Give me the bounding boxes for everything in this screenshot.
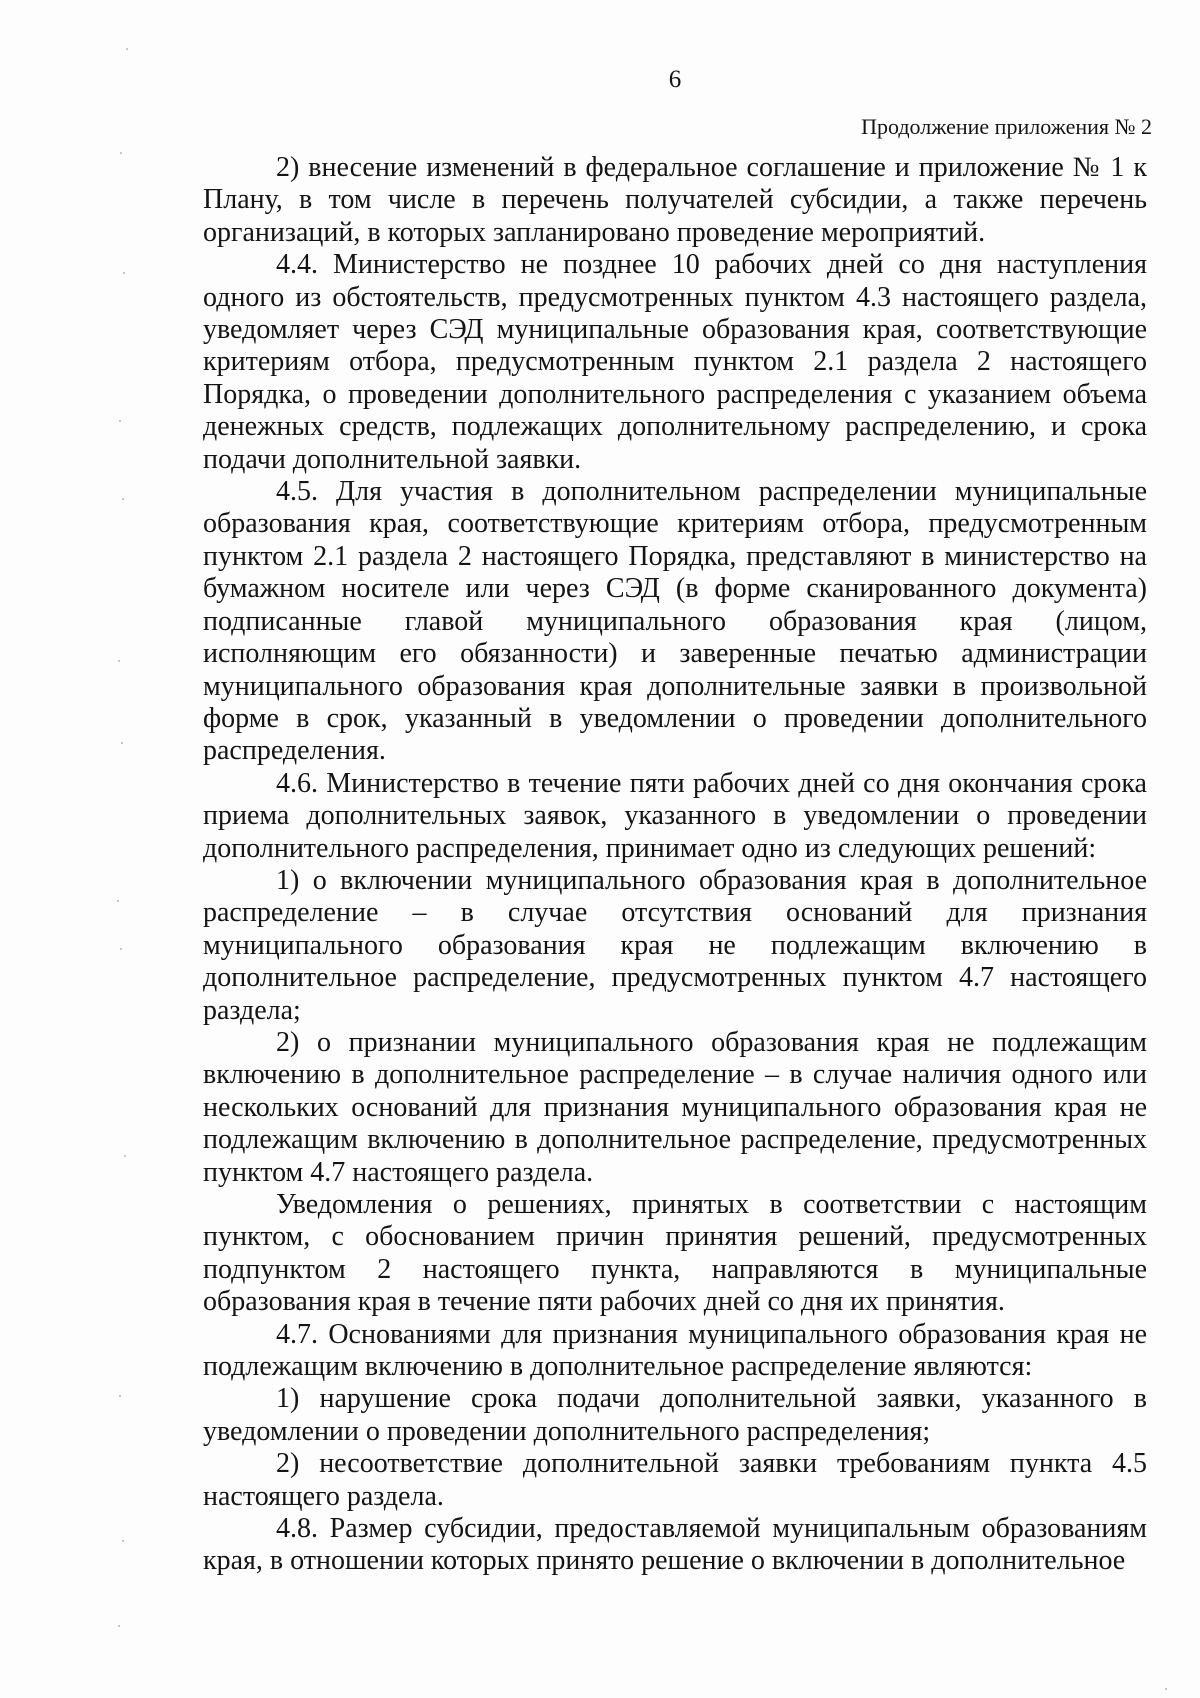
scan-speck [124, 1155, 126, 1157]
scan-speck [123, 272, 125, 274]
paragraph: 1) о включении муниципального образования края в дополнительное распределение – в случае отсутствия оснований для признания муниципального образования края не подлежащим включению в дополнительное распределение, предусмотренных пунктом 4.7 настоящего раздела; [203, 864, 1147, 1026]
page-number: 6 [668, 66, 682, 93]
scan-speck [122, 498, 124, 500]
paragraph: 2) внесение изменений в федеральное соглашение и приложение № 1 к Плану, в том числе в перечень получателей субсидии, а также перечень организаций, в которых запланировано проведение мероприятий. [203, 152, 1147, 248]
scan-speck [117, 900, 119, 902]
scan-speck [121, 742, 123, 744]
scan-speck [120, 152, 122, 154]
paragraph: 4.4. Министерство не позднее 10 рабочих дней со дня наступления одного из обстоятельств, предусмотренных пунктом 4.3 настоящего раздела, уведомляет через СЭД муниципальные образования края, соответствующие критериям отбора, предусмотренным пунктом 2.1 раздела 2 настоящего Порядка, о проведении дополнительного распределения с указанием объема денежных средств, подлежащих дополнительному распределению, и срока подачи дополнительной заявки. [203, 249, 1147, 475]
scan-speck [119, 1395, 121, 1397]
paragraph: 4.6. Министерство в течение пяти рабочих дней со дня окончания срока приема дополнительных заявок, указанного в уведомлении о проведении дополнительного распределения, принимает одно из следующих решений: [203, 767, 1147, 864]
paragraph: 1) нарушение срока подачи дополнительной заявки, указанного в уведомлении о проведении дополнительного распределения; [203, 1383, 1147, 1447]
scan-speck [118, 1625, 120, 1627]
paragraph: Уведомления о решениях, принятых в соответствии с настоящим пунктом, с обоснованием причин принятия решений, предусмотренных подпунктом 2 настоящего пункта, направляются в муниципальные образования края в течение пяти рабочих дней со дня их принятия. [203, 1189, 1147, 1318]
paragraph: 2) о признании муниципального образования края не подлежащим включению в дополнительное распределение – в случае наличия одного или нескольких оснований для признания муниципального образования края не подлежащим включению в дополнительное распределение, предусмотренных пунктом 4.7 настоящего раздела. [203, 1026, 1147, 1188]
appendix-continuation-header: Продолжение приложения № 2 [861, 114, 1152, 139]
paragraph: 2) несоответствие дополнительной заявки требованиям пункта 4.5 настоящего раздела. [203, 1448, 1147, 1512]
scan-speck [119, 420, 121, 422]
scan-speck [122, 1540, 124, 1542]
scan-speck [126, 48, 128, 50]
document-body [203, 152, 1147, 1578]
paragraph: 4.5. Для участия в дополнительном распределении муниципальные образования края, соответствующие критериям отбора, предусмотренным пунктом 2.1 раздела 2 настоящего Порядка, представляют в министерство на бумажном носителе или через СЭД (в форме сканированного документа) подписанные главой муниципального образования края (лицом, исполняющим его обязанности) и заверенные печатью администрации муниципального образования края дополнительные заявки в произвольной форме в срок, указанный в уведомлении о проведении дополнительного распределения. [203, 476, 1147, 767]
paragraph: 4.8. Размер субсидии, предоставляемой муниципальным образованиям края, в отношении которых принято решение о включении в дополнительное [203, 1513, 1147, 1577]
scan-speck [1165, 1688, 1167, 1690]
scan-speck [120, 948, 122, 950]
scan-speck [118, 660, 120, 662]
paragraph: 4.7. Основаниями для признания муниципального образования края не подлежащим включению в дополнительное распределение являются: [203, 1318, 1147, 1383]
